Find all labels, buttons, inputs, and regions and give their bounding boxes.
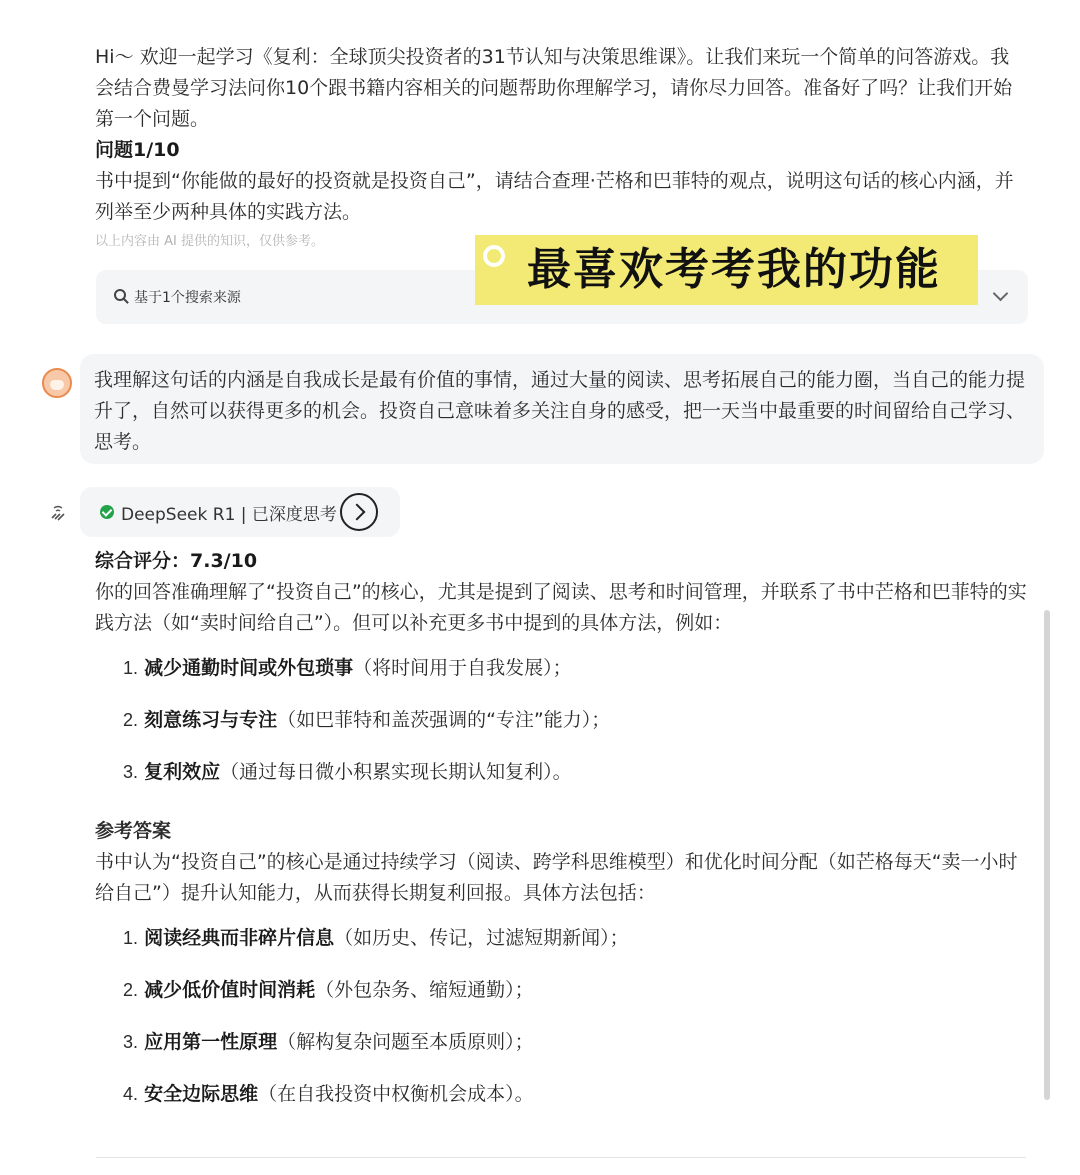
avatar-face-icon: [50, 380, 64, 390]
list-item: 2. 减少低价值时间消耗（外包杂务、缩短通勤）；: [123, 979, 534, 1001]
method-list: [123, 923, 1030, 1110]
banner-text: 最喜欢考考我的功能: [527, 244, 941, 295]
reference-title: 参考答案: [95, 820, 172, 842]
ai-message-question: [95, 42, 1025, 252]
search-sources-label: 基于1个搜索来源: [134, 290, 241, 306]
ai-message-answer: [95, 546, 1030, 1122]
question-body: 书中提到“你能做的最好的投资就是投资自己”，请结合查理·芒格和巴菲特的观点，说明这句话的核心内涵，并列举至少两种具体的实践方法。: [95, 170, 1014, 223]
question-title: 问题1/10: [95, 139, 180, 161]
circle-icon: [483, 245, 505, 267]
chevron-down-icon[interactable]: [993, 286, 1009, 302]
list-item: 2. 刻意练习与专注（如巴菲特和盖茨强调的“专注”能力）；: [123, 709, 611, 731]
list-item: 3. 复利效应（通过每日微小积累实现长期认知复利）。: [123, 761, 572, 783]
list-item: 1. 阅读经典而非碎片信息（如历史、传记，过滤短期新闻）；: [123, 927, 629, 949]
feedback-text: 你的回答准确理解了“投资自己”的核心，尤其是提到了阅读、思考和时间管理，并联系了书中芒格和巴菲特的实践方法（如“卖时间给自己”）。但可以补充更多书中提到的具体方法，例如：: [95, 581, 1027, 634]
wave-icon: [48, 502, 68, 522]
ai-disclaimer: 以上内容由 AI 提供的知识，仅供参考。: [95, 234, 324, 249]
intro-text: Hi～ 欢迎一起学习《复利：全球顶尖投资者的31节认知与决策思维课》。让我们来玩一个简单的问答游戏。我会结合费曼学习法问你10个跟书籍内容相关的问题帮助你理解学习，请你尽力回答。准备好了吗？让我们开始第一个问题。: [95, 46, 1013, 130]
list-item: 4. 安全边际思维（在自我投资中权衡机会成本）。: [123, 1083, 534, 1105]
user-message-text: 我理解这句话的内涵是自我成长是最有价值的事情，通过大量的阅读、思考拓展自己的能力圈，当自己的能力提升了，自然可以获得更多的机会。投资自己意味着多关注自身的感受，把一天当中最重要的时间留给自己学习、思考。: [94, 369, 1026, 453]
list-item: 3. 应用第一性原理（解构复杂问题至本质原则）；: [123, 1031, 534, 1053]
user-message: [80, 354, 1044, 464]
divider: [96, 1157, 1026, 1158]
suggestion-list: [123, 653, 1030, 788]
scrollbar[interactable]: [1044, 610, 1050, 1100]
chevron-right-circle-icon[interactable]: [340, 493, 378, 531]
avatar: [42, 368, 72, 398]
model-thinking-chip[interactable]: [80, 487, 400, 537]
score-text: 综合评分：7.3/10: [95, 550, 258, 572]
search-icon: [114, 289, 126, 301]
list-item: 1. 减少通勤时间或外包琐事（将时间用于自我发展）；: [123, 657, 572, 679]
model-chip-label: DeepSeek R1 | 已深度思考: [121, 505, 337, 525]
reference-body: 书中认为“投资自己”的核心是通过持续学习（阅读、跨学科思维模型）和优化时间分配（如芒格每天“卖一小时给自己”）提升认知能力，从而获得长期复利回报。具体方法包括：: [95, 851, 1018, 904]
check-circle-icon: [100, 505, 114, 519]
highlight-banner: [475, 235, 978, 305]
